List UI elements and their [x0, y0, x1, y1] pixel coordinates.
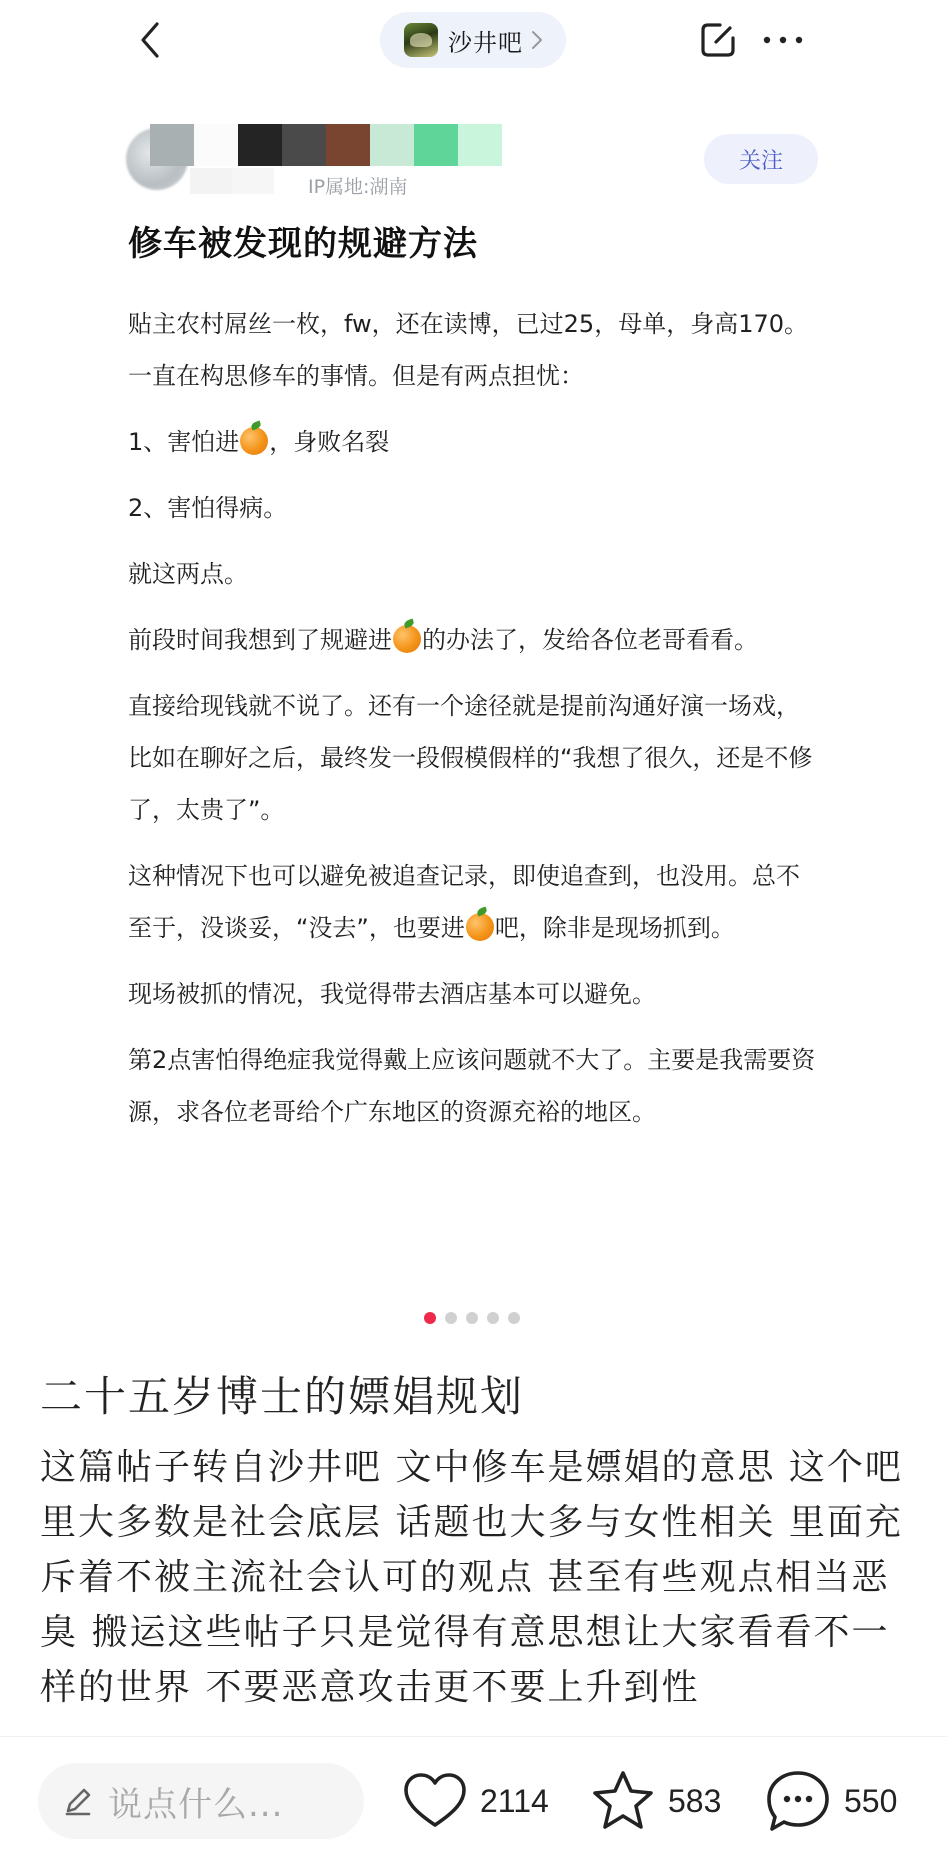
author-name-mosaic	[150, 124, 502, 166]
carousel-dot[interactable]	[445, 1312, 457, 1324]
comment-input[interactable]	[38, 1763, 364, 1839]
top-nav-bar	[0, 0, 947, 80]
author-meta-mosaic	[190, 168, 274, 194]
pen-icon	[62, 1785, 94, 1817]
paragraph-text: 前段时间我想到了规避进	[128, 626, 392, 654]
note-body: 这篇帖子转自沙井吧 文中修车是嫖娼的意思 这个吧里大多数是社会底层 话题也大多与女性相关 里面充斥着不被主流社会认可的观点 甚至有些观点相当恶臭 搬运这些帖子只是觉得有意思想让大家看看不一样的世界 不要恶意攻击更不要上升到性	[40, 1447, 903, 1708]
post-paragraph	[128, 548, 818, 600]
paragraph-text: 直接给现钱就不说了。还有一个途径就是提前沟通好演一场戏，比如在聊好之后，最终发一段假模假样的“我想了很久，还是不修了，太贵了”。	[128, 692, 813, 824]
edit-square-icon	[698, 20, 738, 60]
paragraph-text: 2、害怕得病。	[128, 494, 288, 522]
carousel-dot[interactable]	[466, 1312, 478, 1324]
more-button[interactable]	[758, 18, 808, 62]
comment-button[interactable]	[764, 1763, 897, 1839]
like-count: 2114	[480, 1782, 549, 1819]
back-button[interactable]	[128, 18, 172, 62]
star-icon	[590, 1769, 656, 1833]
forum-name: 沙井吧	[448, 28, 523, 57]
like-button[interactable]	[402, 1763, 549, 1839]
heart-icon	[402, 1771, 468, 1831]
post-paragraph	[128, 482, 818, 534]
follow-button[interactable]: 关注	[704, 134, 818, 184]
carousel-dot[interactable]	[487, 1312, 499, 1324]
forum-avatar	[404, 23, 438, 57]
post-title: 修车被发现的规避方法	[128, 224, 478, 264]
paragraph-text: 现场被抓的情况，我觉得带去酒店基本可以避免。	[128, 980, 656, 1008]
paragraph-text: 第2点害怕得绝症我觉得戴上应该问题就不大了。主要是我需要资源，求各位老哥给个广东地区的资源充裕的地区。	[128, 1046, 816, 1126]
collect-count: 583	[668, 1782, 722, 1819]
orange-emoji-icon	[466, 913, 494, 941]
carousel-dot[interactable]	[424, 1312, 436, 1324]
carousel-dot[interactable]	[508, 1312, 520, 1324]
post-paragraph	[128, 614, 818, 666]
bottom-action-bar	[0, 1736, 947, 1853]
paragraph-text: 就这两点。	[128, 560, 248, 588]
forum-link[interactable]	[380, 12, 566, 68]
paragraph-text: 这种情况下也可以避免被追查记录，即使追查到，也没用。总不至于，没谈妥，“没去”，也要进	[128, 862, 800, 942]
more-dots-icon	[762, 35, 804, 45]
comment-bubble-icon	[764, 1768, 832, 1834]
orange-emoji-icon	[240, 427, 268, 455]
post-paragraph	[128, 298, 818, 402]
comment-count: 550	[844, 1782, 898, 1819]
orange-emoji-icon	[393, 625, 421, 653]
collect-button[interactable]	[590, 1763, 721, 1839]
paragraph-text: 1、害怕进	[128, 428, 240, 456]
post-paragraph	[128, 416, 818, 468]
comment-placeholder: 说点什么...	[108, 1784, 284, 1825]
edit-button[interactable]	[696, 18, 740, 62]
paragraph-text: 贴主农村屌丝一枚，fw，还在读博，已过25，母单，身高170。一直在构思修车的事情。但是有两点担忧：	[128, 310, 809, 390]
paragraph-text: ，身败名裂	[269, 428, 390, 456]
post-paragraph	[128, 968, 818, 1020]
paragraph-text: 的办法了，发给各位老哥看看。	[422, 626, 758, 654]
chevron-right-icon	[531, 30, 543, 50]
chevron-left-icon	[137, 20, 163, 60]
post-paragraph	[128, 1034, 818, 1138]
ip-location: IP属地:湖南	[308, 176, 408, 198]
post-paragraph	[128, 680, 818, 836]
post-paragraph	[128, 850, 818, 954]
paragraph-text: 吧，除非是现场抓到。	[494, 914, 735, 942]
note-title: 二十五岁博士的嫖娼规划	[40, 1372, 525, 1421]
post-body	[128, 298, 818, 1152]
carousel-indicator	[424, 1312, 520, 1324]
